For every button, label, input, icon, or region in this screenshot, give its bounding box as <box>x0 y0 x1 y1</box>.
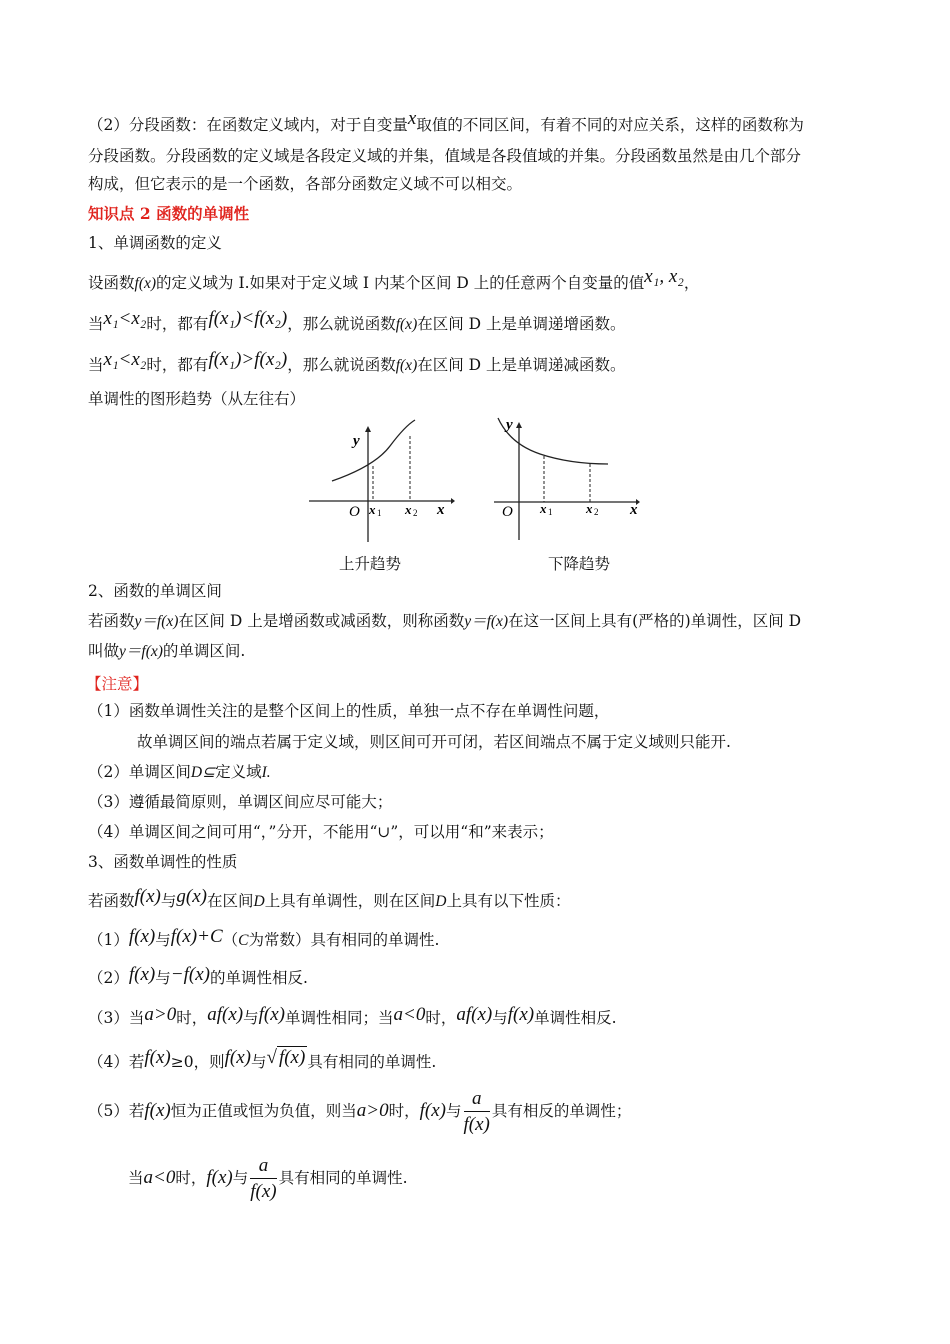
fraction-denominator: f(x) <box>463 1113 490 1135</box>
math-subset: D⊆ <box>190 764 216 781</box>
prop-1 <box>88 926 440 952</box>
y-label: y <box>506 417 513 433</box>
text: （2）分段函数：在函数定义域内，对于自变量 <box>88 116 408 134</box>
text: ，那么就说函数 <box>287 356 396 374</box>
math-af: af(x) <box>456 1004 493 1025</box>
x1-subscript: 1 <box>548 507 553 517</box>
text: 在区间 D 上是单调递减函数。 <box>417 356 626 374</box>
prop-5b <box>128 1150 408 1206</box>
text: 时，都有 <box>146 356 209 374</box>
note-title: 【注意】 <box>86 675 149 693</box>
x-axis-arrow <box>451 498 455 504</box>
math-cond: x₁<x₂ <box>103 308 147 329</box>
text: （2） <box>88 969 129 987</box>
math-af: af(x) <box>207 1004 244 1025</box>
text: ≥0，则 <box>170 1053 225 1071</box>
fraction-numerator: a <box>464 1087 490 1112</box>
interval-heading: 2、函数的单调区间 <box>88 582 222 600</box>
math-ineq: f(x₁)<f(x₂) <box>208 308 288 329</box>
text: 与 <box>250 1053 267 1071</box>
text: 具有相同的单调性. <box>278 1169 408 1187</box>
note-4: （4）单调区间之间可用“，”分开，不能用“∪”，可以用“和”来表示； <box>88 823 554 841</box>
def-heading: 1、单调函数的定义 <box>88 234 222 252</box>
math-f: f(x) <box>507 1004 535 1025</box>
math-var: x <box>407 108 417 129</box>
text: 时， <box>175 1169 207 1187</box>
piecewise-line-2: 分段函数。分段函数的定义域是各段定义域的并集，值域是各段值域的并集。分段函数虽然是由几个部分 <box>88 147 802 165</box>
x1-label: x <box>540 501 547 516</box>
text: 具有相反的单调性； <box>491 1102 632 1120</box>
math-yfx: y＝f(x) <box>119 643 163 660</box>
text: 与 <box>155 969 171 987</box>
sqrt-sign-icon: √ <box>266 1047 277 1068</box>
text: ， <box>683 274 700 292</box>
fraction-denominator: f(x) <box>250 1180 277 1202</box>
math-g: g(x) <box>176 886 207 907</box>
text: 单调性相同；当 <box>284 1009 394 1027</box>
math-a-neg: a<0 <box>143 1167 176 1188</box>
increasing-caption: 上升趋势 <box>339 555 402 573</box>
text: 在区间 <box>207 892 254 910</box>
text: 的单调区间. <box>162 642 246 660</box>
text: 与 <box>155 931 171 949</box>
text: 当 <box>128 1169 144 1187</box>
origin-label: O <box>502 504 513 520</box>
text: 与 <box>160 892 177 910</box>
interval-line-1 <box>88 610 801 633</box>
text: （4）若 <box>88 1053 145 1071</box>
math-f: f(x) <box>144 1047 171 1068</box>
text: （ <box>222 931 239 949</box>
text: （2）单调区间 <box>88 763 191 781</box>
math-f: f(x) <box>224 1047 251 1068</box>
x-label: x <box>630 502 638 518</box>
text: 单调性相反. <box>534 1009 617 1027</box>
text: 当 <box>88 315 104 333</box>
text: 取值的不同区间，有着不同的对应关系，这样的函数称为 <box>416 116 804 134</box>
text: 时，都有 <box>146 315 209 333</box>
math-f: f(x) <box>144 1100 171 1121</box>
math-f: f(x) <box>258 1004 285 1025</box>
fraction <box>464 1087 490 1138</box>
text: ，那么就说函数 <box>287 315 396 333</box>
math-fx: f(x) <box>395 357 418 374</box>
y-axis-arrow <box>516 422 522 428</box>
note-3: （3）遵循最简原则，单调区间应尽可能大； <box>88 793 393 811</box>
text: 与 <box>492 1009 508 1027</box>
text: （3）当 <box>88 1009 145 1027</box>
math-a-pos: a>0 <box>356 1100 389 1121</box>
text: 时， <box>425 1009 457 1027</box>
text: 定义域 <box>215 763 262 781</box>
text: 在区间 D 上是单调递增函数。 <box>417 315 626 333</box>
math-fx: f(x) <box>134 275 157 292</box>
text: 与 <box>243 1009 259 1027</box>
note-1b: 故单调区间的端点若属于定义域，则区间可开可闭，若区间端点不属于定义域则只能开. <box>137 733 731 751</box>
x-label: x <box>437 502 445 518</box>
piecewise-line-3: 构成，但它表示的是一个函数，各部分函数定义域不可以相交。 <box>88 175 523 193</box>
fraction <box>250 1154 276 1205</box>
x1-subscript: 1 <box>377 508 382 518</box>
math-I: I. <box>261 764 271 781</box>
section-title: 知识点 2 函数的单调性 <box>88 204 250 223</box>
math-f: f(x) <box>128 926 156 947</box>
math-f: f(x) <box>128 964 156 985</box>
text: 在这一区间上具有(严格的)单调性，区间 D <box>508 612 802 630</box>
text: 的定义域为 I.如果对于定义域 I 内某个区间 D 上的任意两个自变量的值 <box>156 274 645 292</box>
def-intro <box>88 266 700 295</box>
x2-label: x <box>405 502 412 517</box>
text: 上具有单调性，则在区间 <box>264 892 436 910</box>
prop-4 <box>88 1047 437 1073</box>
text: （5）若 <box>88 1102 145 1120</box>
text: 若函数 <box>88 892 135 910</box>
math-sqrt-f: f(x) <box>278 1047 306 1068</box>
math-ineq: f(x₁)>f(x₂) <box>208 349 288 370</box>
math-f: f(x) <box>206 1167 233 1188</box>
prop-2 <box>88 964 308 989</box>
x2-subscript: 2 <box>413 508 418 518</box>
text: 时， <box>388 1102 420 1120</box>
math-yfx: y＝f(x) <box>134 613 179 630</box>
text: 在区间 D 上是增函数或减函数，则称函数 <box>178 612 465 630</box>
prop-3 <box>88 1004 617 1029</box>
text: 与 <box>445 1102 462 1120</box>
props-heading: 3、函数单调性的性质 <box>88 853 238 871</box>
y-label: y <box>353 433 360 449</box>
x2-label: x <box>586 501 593 516</box>
y-axis-arrow <box>365 426 371 432</box>
text: 当 <box>88 356 104 374</box>
math-f: f(x) <box>419 1100 446 1121</box>
math-neg-f: −f(x) <box>170 964 210 985</box>
text: 上具有以下性质： <box>446 892 571 910</box>
text: 为常数）具有相同的单调性. <box>248 931 440 949</box>
def-decreasing <box>88 349 626 377</box>
text: 若函数 <box>88 612 135 630</box>
text: （1） <box>88 931 129 949</box>
decreasing-graph <box>490 414 642 542</box>
x2-subscript: 2 <box>594 507 599 517</box>
piecewise-line-1 <box>88 108 804 136</box>
math-fc: f(x)+C <box>170 926 223 947</box>
text: 具有相同的单调性. <box>307 1053 437 1071</box>
props-intro <box>88 886 571 913</box>
decreasing-caption: 下降趋势 <box>548 555 611 573</box>
decreasing-curve <box>498 418 608 464</box>
fraction-numerator: a <box>250 1154 276 1179</box>
math-C: C <box>238 932 249 949</box>
math-D: D <box>253 893 265 910</box>
def-increasing <box>88 308 626 336</box>
math-yfx: y＝f(x) <box>464 613 509 630</box>
text: 与 <box>232 1169 249 1187</box>
increasing-graph <box>305 418 455 543</box>
text: 设函数 <box>88 274 135 292</box>
origin-label: O <box>349 504 360 520</box>
math-D: D <box>435 893 447 910</box>
text: 恒为正值或恒为负值，则当 <box>170 1102 357 1120</box>
note-1: （1）函数单调性关注的是整个区间上的性质，单独一点不存在单调性问题， <box>88 702 610 720</box>
text: 叫做 <box>88 642 120 660</box>
math-cond: x₁<x₂ <box>103 349 147 370</box>
x1-label: x <box>369 502 376 517</box>
note-2 <box>88 761 271 784</box>
math-f: f(x) <box>134 886 161 907</box>
prop-5 <box>88 1083 631 1139</box>
math-a-neg: a<0 <box>393 1004 426 1025</box>
math-fx: f(x) <box>395 316 418 333</box>
interval-line-2 <box>88 640 245 663</box>
trend-heading: 单调性的图形趋势（从左往右） <box>88 390 306 408</box>
math-a-pos: a>0 <box>144 1004 177 1025</box>
text: 的单调性相反. <box>209 969 308 987</box>
math-vars: x₁, x₂ <box>644 266 684 287</box>
text: 时， <box>176 1009 208 1027</box>
